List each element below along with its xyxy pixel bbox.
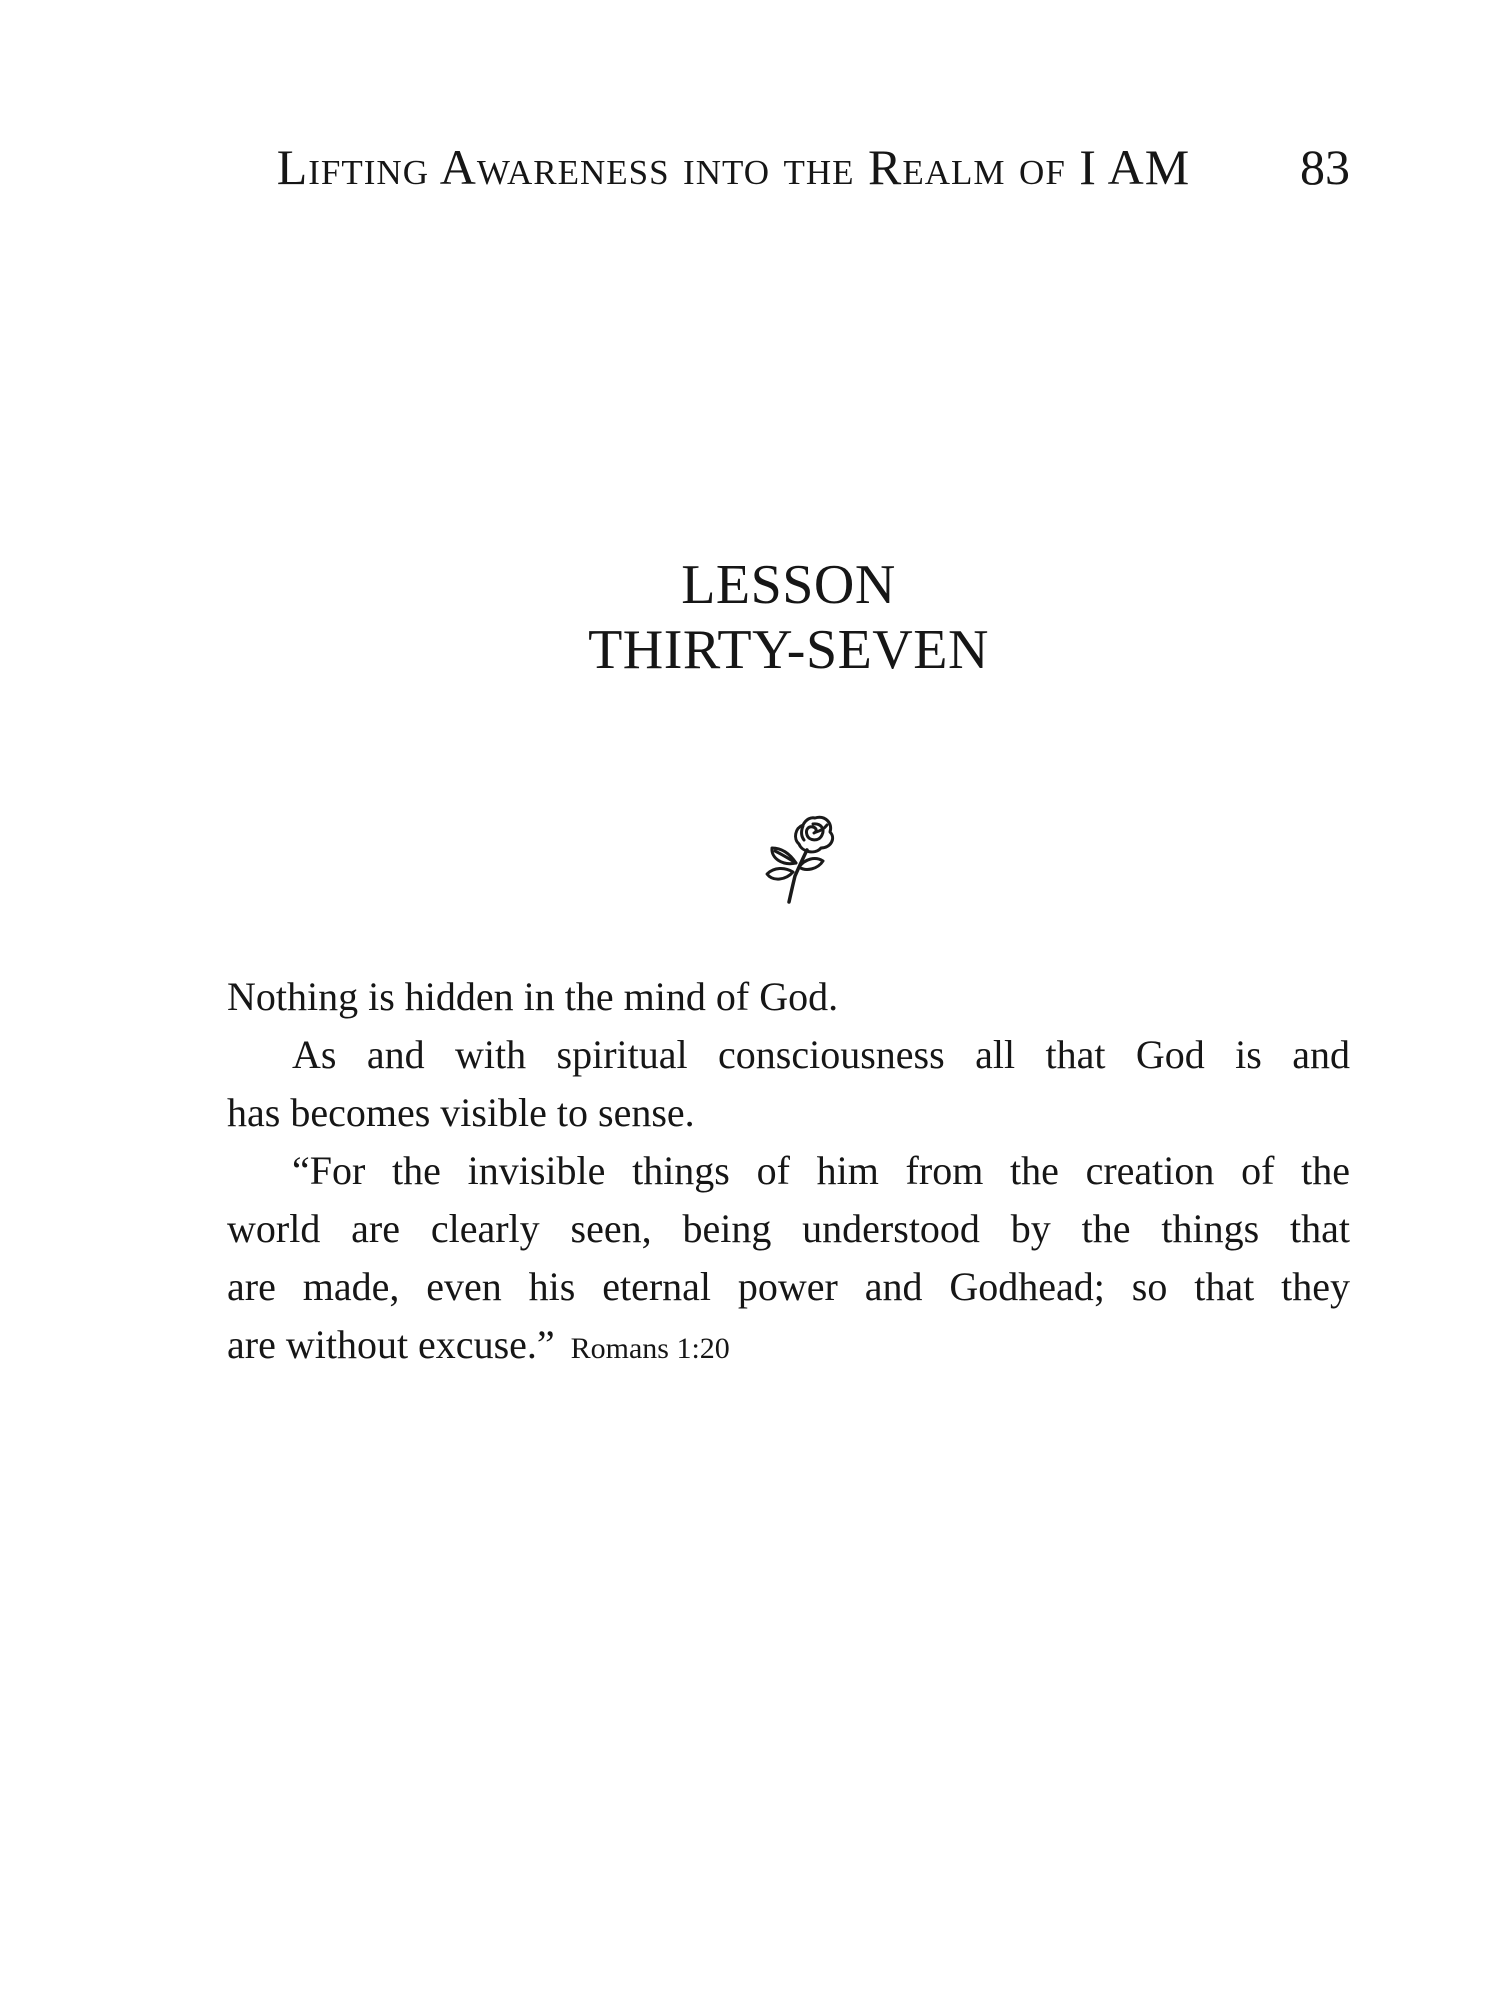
lesson-title-line-1: LESSON bbox=[681, 554, 896, 616]
paragraph bbox=[227, 1026, 1350, 1142]
text-line: has becomes visible to sense. bbox=[227, 1090, 695, 1135]
paragraph bbox=[227, 1142, 1350, 1378]
page-number: 83 bbox=[1300, 139, 1350, 195]
lesson-title-line-2: THIRTY-SEVEN bbox=[588, 619, 989, 681]
scripture-citation: Romans 1:20 bbox=[570, 1332, 730, 1365]
text-line: are made, even his eternal power and Godhead; so that they bbox=[227, 1264, 1350, 1309]
text-line: world are clearly seen, being understood by the things that bbox=[227, 1206, 1350, 1251]
text-line bbox=[227, 1316, 1350, 1378]
text-line: “For the invisible things of him from the creation of the bbox=[292, 1148, 1350, 1193]
text-line: As and with spiritual consciousness all that God is and bbox=[292, 1032, 1350, 1077]
running-header bbox=[227, 139, 1350, 195]
text-line: Nothing is hidden in the mind of God. bbox=[227, 974, 839, 1019]
body-text bbox=[227, 968, 1350, 1378]
quote-end: are without excuse.” bbox=[227, 1322, 555, 1367]
rose-ornament-icon bbox=[755, 805, 845, 915]
running-header-title: Lifting Awareness into the Realm of I AM bbox=[276, 139, 1191, 195]
lesson-title bbox=[227, 553, 1350, 683]
paragraph bbox=[227, 968, 1350, 1026]
